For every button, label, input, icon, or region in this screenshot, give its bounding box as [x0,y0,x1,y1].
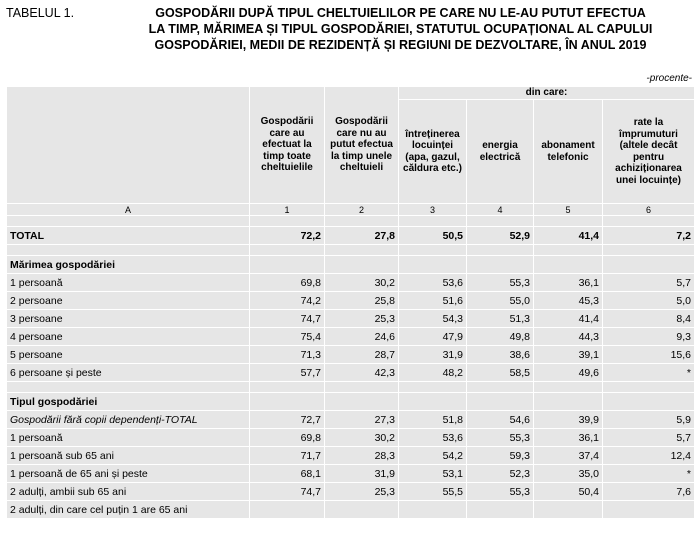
empty-cell [603,382,695,393]
column-number: 3 [399,204,467,216]
value-cell: 51,6 [399,292,467,310]
header-label-column [7,87,250,204]
table-row [7,227,695,245]
value-cell: 25,3 [325,310,399,328]
table-row [7,274,695,292]
value-cell: 74,7 [250,483,325,501]
value-cell: 54,3 [399,310,467,328]
empty-cell [534,245,603,256]
spacer-row [7,245,695,256]
empty-cell [467,393,534,411]
value-cell: 57,7 [250,364,325,382]
empty-cell [250,245,325,256]
value-cell: 24,6 [325,328,399,346]
value-cell: 68,1 [250,465,325,483]
table-label: TABELUL 1. [6,6,75,20]
value-cell: 7,6 [603,483,695,501]
value-cell: 7,2 [603,227,695,245]
section-heading: Mărimea gospodăriei [7,256,250,274]
value-cell: 39,1 [534,346,603,364]
empty-cell [534,382,603,393]
value-cell: 47,9 [399,328,467,346]
value-cell: 30,2 [325,429,399,447]
value-cell: 5,7 [603,429,695,447]
header-col-5: abonament telefonic [534,100,603,204]
column-number: 6 [603,204,695,216]
value-cell [399,501,467,519]
header-col-4: energia electrică [467,100,534,204]
value-cell: 5,7 [603,274,695,292]
table-row [7,483,695,501]
value-cell: * [603,465,695,483]
value-cell: 5,9 [603,411,695,429]
empty-cell [467,382,534,393]
value-cell: 71,7 [250,447,325,465]
row-label: TOTAL [7,227,250,245]
value-cell: 51,3 [467,310,534,328]
value-cell: 75,4 [250,328,325,346]
empty-cell [603,216,695,227]
empty-cell [467,216,534,227]
table-row [7,328,695,346]
value-cell: 52,9 [467,227,534,245]
value-cell: 49,8 [467,328,534,346]
empty-cell [7,382,250,393]
empty-cell [399,382,467,393]
value-cell: 8,4 [603,310,695,328]
section-heading: Tipul gospodăriei [7,393,250,411]
value-cell: 44,3 [534,328,603,346]
header-col-2: Gospodării care nu au putut efectua la timp unele cheltuieli [325,87,399,204]
section-heading-row [7,393,695,411]
empty-cell [325,393,399,411]
empty-cell [325,216,399,227]
empty-cell [325,382,399,393]
table-row [7,292,695,310]
empty-cell [325,256,399,274]
value-cell: 55,3 [467,274,534,292]
empty-cell [250,216,325,227]
empty-cell [467,256,534,274]
value-cell: 12,4 [603,447,695,465]
empty-cell [7,245,250,256]
value-cell [467,501,534,519]
empty-cell [250,382,325,393]
value-cell: 72,2 [250,227,325,245]
row-label: 1 persoană [7,274,250,292]
value-cell [325,501,399,519]
row-label: 2 persoane [7,292,250,310]
table-row [7,346,695,364]
title-line: GOSPODĂRIEI, MEDII DE REZIDENȚĂ ȘI REGIUNI DE DEZVOLTARE, ÎN ANUL 2019 [154,38,647,52]
value-cell: 52,3 [467,465,534,483]
value-cell: 59,3 [467,447,534,465]
table-row [7,465,695,483]
value-cell: 28,7 [325,346,399,364]
value-cell: 36,1 [534,274,603,292]
column-number: A [7,204,250,216]
empty-cell [603,393,695,411]
unit-label: -procente- [646,73,692,84]
value-cell: 41,4 [534,310,603,328]
empty-cell [399,245,467,256]
empty-cell [534,256,603,274]
row-label: 1 persoană de 65 ani și peste [7,465,250,483]
column-number-row [7,204,695,216]
row-label: Gospodării fără copii dependenți-TOTAL [7,411,250,429]
value-cell [534,501,603,519]
table-row [7,447,695,465]
value-cell: 55,3 [467,483,534,501]
value-cell: 30,2 [325,274,399,292]
table-row [7,429,695,447]
value-cell: 48,2 [399,364,467,382]
value-cell: 54,2 [399,447,467,465]
value-cell: 50,5 [399,227,467,245]
value-cell [603,501,695,519]
row-label: 5 persoane [7,346,250,364]
empty-cell [534,393,603,411]
value-cell: 51,8 [399,411,467,429]
value-cell: 53,6 [399,274,467,292]
value-cell: 58,5 [467,364,534,382]
value-cell: 5,0 [603,292,695,310]
value-cell: 35,0 [534,465,603,483]
value-cell: 41,4 [534,227,603,245]
value-cell: 15,6 [603,346,695,364]
header-col-6: rate la împrumuturi (altele decât pentru achiziționarea unei locuințe) [603,100,695,204]
column-number: 2 [325,204,399,216]
title-line: GOSPODĂRII DUPĂ TIPUL CHELTUIELILOR PE CARE NU LE-AU PUTUT EFECTUA [155,6,646,20]
row-label: 2 adulți, ambii sub 65 ani [7,483,250,501]
column-number: 5 [534,204,603,216]
value-cell: 37,4 [534,447,603,465]
table-title-text [113,5,688,53]
empty-cell [603,256,695,274]
value-cell: * [603,364,695,382]
spacer-row [7,382,695,393]
empty-cell [603,245,695,256]
section-heading-row [7,256,695,274]
value-cell: 55,5 [399,483,467,501]
row-label: 4 persoane [7,328,250,346]
value-cell: 50,4 [534,483,603,501]
value-cell: 74,2 [250,292,325,310]
data-table [6,86,695,519]
table-row [7,411,695,429]
empty-cell [250,256,325,274]
empty-cell [7,216,250,227]
value-cell: 38,6 [467,346,534,364]
value-cell: 53,6 [399,429,467,447]
value-cell: 9,3 [603,328,695,346]
table-row [7,501,695,519]
value-cell: 74,7 [250,310,325,328]
value-cell: 55,3 [467,429,534,447]
empty-cell [399,393,467,411]
empty-cell [467,245,534,256]
value-cell [250,501,325,519]
title-line: LA TIMP, MĂRIMEA ȘI TIPUL GOSPODĂRIEI, STATUTUL OCUPAȚIONAL AL CAPULUI [148,22,653,36]
value-cell: 25,3 [325,483,399,501]
empty-cell [534,216,603,227]
value-cell: 71,3 [250,346,325,364]
table-row [7,310,695,328]
header-din-care: din care: [399,87,695,100]
value-cell: 72,7 [250,411,325,429]
row-label: 3 persoane [7,310,250,328]
row-label: 1 persoană [7,429,250,447]
header-col-3: întreținerea locuinței (apa, gazul, căldura etc.) [399,100,467,204]
row-label: 6 persoane și peste [7,364,250,382]
value-cell: 39,9 [534,411,603,429]
empty-cell [325,245,399,256]
column-number: 4 [467,204,534,216]
value-cell: 31,9 [325,465,399,483]
table-row [7,364,695,382]
empty-cell [399,256,467,274]
value-cell: 55,0 [467,292,534,310]
header-col-1: Gospodării care au efectuat la timp toate cheltuielile [250,87,325,204]
column-number: 1 [250,204,325,216]
value-cell: 27,3 [325,411,399,429]
value-cell: 25,8 [325,292,399,310]
value-cell: 28,3 [325,447,399,465]
value-cell: 45,3 [534,292,603,310]
value-cell: 31,9 [399,346,467,364]
value-cell: 69,8 [250,274,325,292]
value-cell: 42,3 [325,364,399,382]
value-cell: 69,8 [250,429,325,447]
value-cell: 49,6 [534,364,603,382]
empty-cell [399,216,467,227]
row-label: 1 persoană sub 65 ani [7,447,250,465]
value-cell: 27,8 [325,227,399,245]
row-label: 2 adulți, din care cel puțin 1 are 65 ani [7,501,250,519]
value-cell: 36,1 [534,429,603,447]
value-cell: 54,6 [467,411,534,429]
value-cell: 53,1 [399,465,467,483]
empty-cell [250,393,325,411]
spacer-row [7,216,695,227]
